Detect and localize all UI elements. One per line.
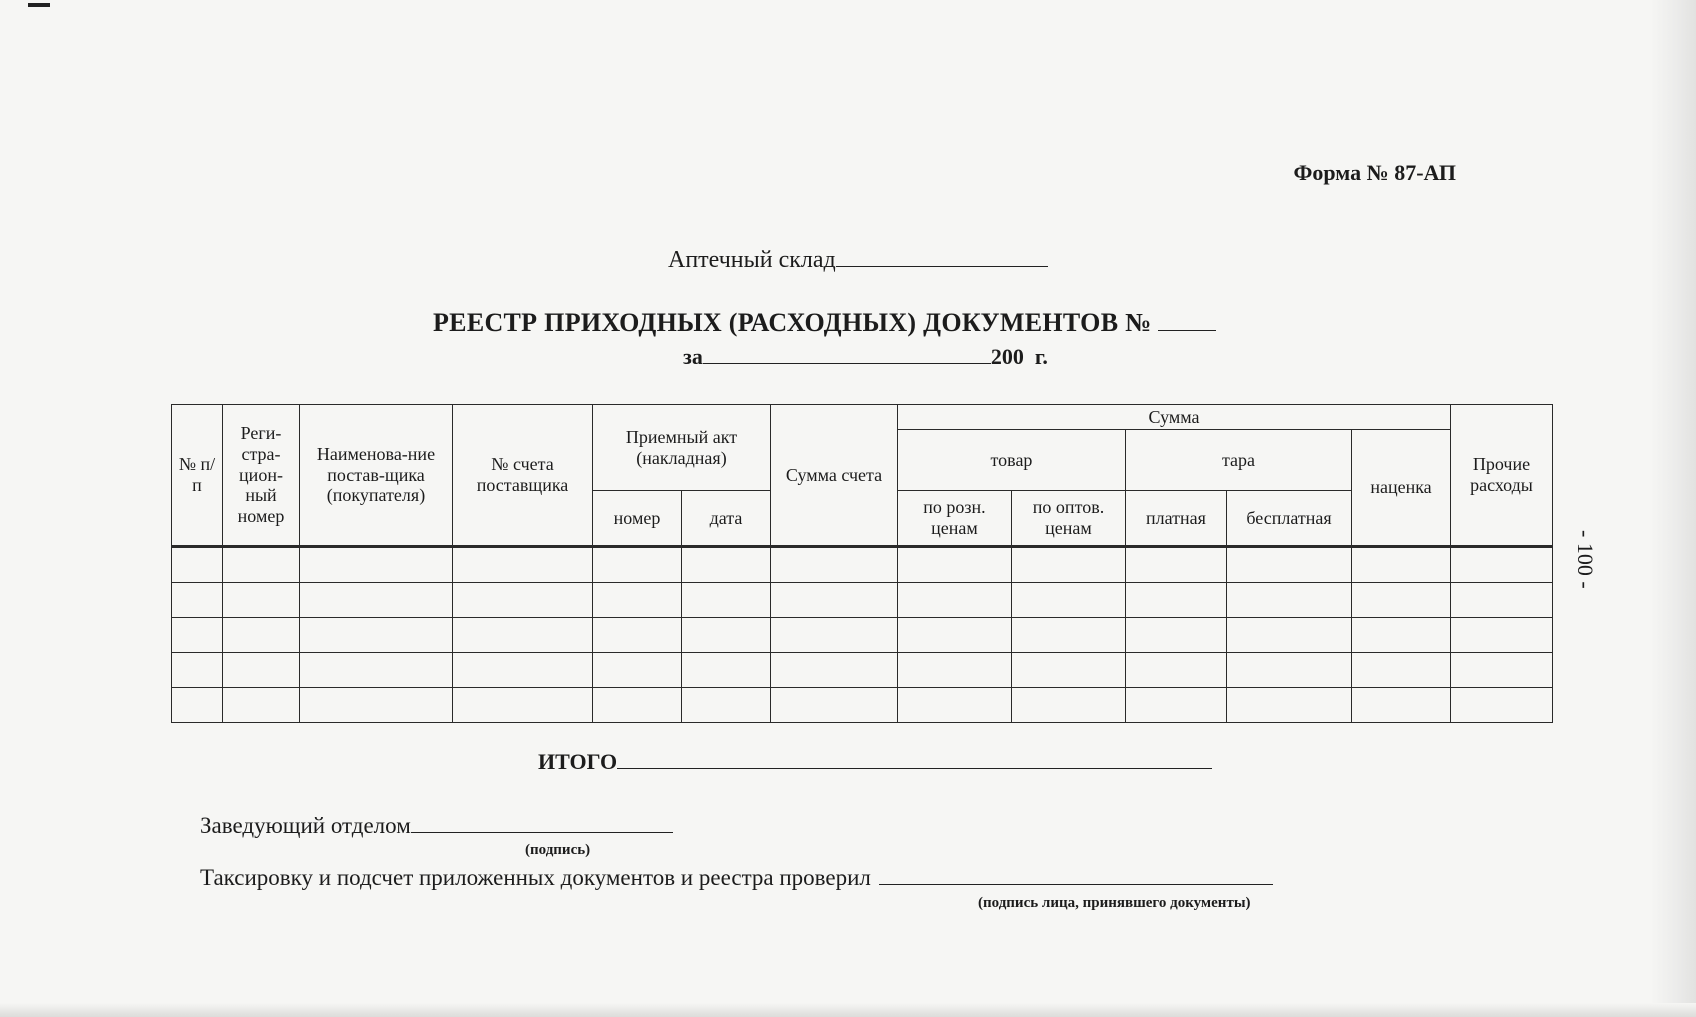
total-line xyxy=(538,748,1212,775)
header-invoice-sum: Сумма счета xyxy=(771,405,898,547)
header-other: Прочие расходы xyxy=(1451,405,1553,547)
check-signature-blank[interactable] xyxy=(879,864,1273,885)
table-cell[interactable] xyxy=(898,618,1012,653)
table-cell[interactable] xyxy=(593,618,682,653)
table-cell[interactable] xyxy=(1227,688,1352,723)
header-act: Приемный акт (накладная) xyxy=(593,405,771,491)
table-cell[interactable] xyxy=(223,653,300,688)
table-cell[interactable] xyxy=(1012,688,1126,723)
table-cell[interactable] xyxy=(1227,583,1352,618)
table-cell[interactable] xyxy=(771,618,898,653)
table-cell[interactable] xyxy=(593,653,682,688)
table-cell[interactable] xyxy=(898,583,1012,618)
header-no: № п/п xyxy=(172,405,223,547)
header-sum: Сумма xyxy=(898,405,1451,430)
table-cell[interactable] xyxy=(682,688,771,723)
page-bottom-shadow xyxy=(0,1003,1696,1017)
check-signature-caption: (подпись лица, принявшего документы) xyxy=(978,895,1251,911)
form-number: Форма № 87-АП xyxy=(1293,160,1456,185)
table-cell[interactable] xyxy=(300,583,453,618)
table-cell[interactable] xyxy=(172,618,223,653)
table-cell[interactable] xyxy=(1227,547,1352,583)
table-cell[interactable] xyxy=(1352,618,1451,653)
table-cell[interactable] xyxy=(771,583,898,618)
table-cell[interactable] xyxy=(172,653,223,688)
head-signature-caption: (подпись) xyxy=(525,842,591,858)
header-goods-wholesale: по оптов. ценам xyxy=(1012,491,1126,547)
table-cell[interactable] xyxy=(1451,618,1553,653)
table-cell[interactable] xyxy=(172,688,223,723)
warehouse-line xyxy=(668,246,1048,274)
head-signature-blank[interactable] xyxy=(411,812,673,833)
table-cell[interactable] xyxy=(300,618,453,653)
table-cell[interactable] xyxy=(593,688,682,723)
table-cell[interactable] xyxy=(223,583,300,618)
period-blank[interactable] xyxy=(703,345,991,364)
period-line xyxy=(683,344,1048,370)
table-cell[interactable] xyxy=(453,653,593,688)
table-cell[interactable] xyxy=(1012,653,1126,688)
table-cell[interactable] xyxy=(1451,547,1553,583)
table-cell[interactable] xyxy=(1451,653,1553,688)
table-row xyxy=(172,688,1553,723)
register-body xyxy=(172,547,1553,723)
table-cell[interactable] xyxy=(771,688,898,723)
check-label: Таксировку и подсчет приложенных документов и реестра проверил xyxy=(200,865,871,890)
total-label: ИТОГО xyxy=(538,749,618,774)
table-cell[interactable] xyxy=(682,653,771,688)
table-cell[interactable] xyxy=(593,583,682,618)
table-row xyxy=(172,583,1553,618)
header-reg-number: Реги-стра-цион-ный номер xyxy=(223,405,300,547)
header-act-date: дата xyxy=(682,491,771,547)
header-markup: наценка xyxy=(1352,430,1451,547)
table-cell[interactable] xyxy=(453,618,593,653)
table-cell[interactable] xyxy=(172,547,223,583)
table-cell[interactable] xyxy=(1352,653,1451,688)
table-cell[interactable] xyxy=(1126,583,1227,618)
table-row xyxy=(172,653,1553,688)
header-tare-paid: платная xyxy=(1126,491,1227,547)
document-title xyxy=(433,308,1216,338)
table-cell[interactable] xyxy=(771,653,898,688)
header-act-number: номер xyxy=(593,491,682,547)
table-cell[interactable] xyxy=(898,653,1012,688)
table-cell[interactable] xyxy=(223,688,300,723)
period-year: 200 xyxy=(990,344,1024,369)
table-cell[interactable] xyxy=(1126,547,1227,583)
header-tare: тара xyxy=(1126,430,1352,491)
table-row xyxy=(172,618,1553,653)
table-cell[interactable] xyxy=(223,618,300,653)
table-cell[interactable] xyxy=(1012,618,1126,653)
table-cell[interactable] xyxy=(771,547,898,583)
table-cell[interactable] xyxy=(682,547,771,583)
table-cell[interactable] xyxy=(898,547,1012,583)
page-number: - 100 - xyxy=(1573,530,1598,589)
table-cell[interactable] xyxy=(1227,653,1352,688)
warehouse-label: Аптечный склад xyxy=(668,247,836,273)
table-cell[interactable] xyxy=(1352,688,1451,723)
table-cell[interactable] xyxy=(1126,618,1227,653)
table-cell[interactable] xyxy=(300,653,453,688)
table-cell[interactable] xyxy=(1012,547,1126,583)
header-goods: товар xyxy=(898,430,1126,491)
table-cell[interactable] xyxy=(453,583,593,618)
header-supplier: Наименова-ние постав-щика (покупателя) xyxy=(300,405,453,547)
table-cell[interactable] xyxy=(898,688,1012,723)
table-row xyxy=(172,547,1553,583)
head-label: Заведующий отделом xyxy=(200,813,411,838)
warehouse-blank[interactable] xyxy=(836,246,1048,267)
table-cell[interactable] xyxy=(1227,618,1352,653)
table-cell[interactable] xyxy=(172,583,223,618)
table-cell[interactable] xyxy=(1451,583,1553,618)
scan-corner-mark xyxy=(28,3,50,7)
head-signature-line xyxy=(200,812,673,839)
table-cell[interactable] xyxy=(223,547,300,583)
table-cell[interactable] xyxy=(300,688,453,723)
table-cell[interactable] xyxy=(300,547,453,583)
register-table xyxy=(171,404,1553,723)
table-cell[interactable] xyxy=(1012,583,1126,618)
document-title-text: РЕЕСТР ПРИХОДНЫХ (РАСХОДНЫХ) ДОКУМЕНТОВ № xyxy=(433,308,1152,337)
table-cell[interactable] xyxy=(1451,688,1553,723)
register-number-blank[interactable] xyxy=(1158,310,1216,331)
table-cell[interactable] xyxy=(1352,547,1451,583)
table-cell[interactable] xyxy=(593,547,682,583)
table-cell[interactable] xyxy=(682,618,771,653)
page-edge-shadow xyxy=(1650,0,1696,1017)
period-suffix: г. xyxy=(1034,344,1048,369)
table-cell[interactable] xyxy=(682,583,771,618)
table-cell[interactable] xyxy=(1126,688,1227,723)
table-cell[interactable] xyxy=(1126,653,1227,688)
header-tare-free: бесплатная xyxy=(1227,491,1352,547)
table-cell[interactable] xyxy=(453,547,593,583)
period-prefix: за xyxy=(683,344,703,369)
table-cell[interactable] xyxy=(1352,583,1451,618)
table-cell[interactable] xyxy=(453,688,593,723)
header-goods-retail: по розн. ценам xyxy=(898,491,1012,547)
header-invoice-no: № счета поставщика xyxy=(453,405,593,547)
check-signature-line xyxy=(200,864,1273,891)
total-blank[interactable] xyxy=(617,748,1212,769)
